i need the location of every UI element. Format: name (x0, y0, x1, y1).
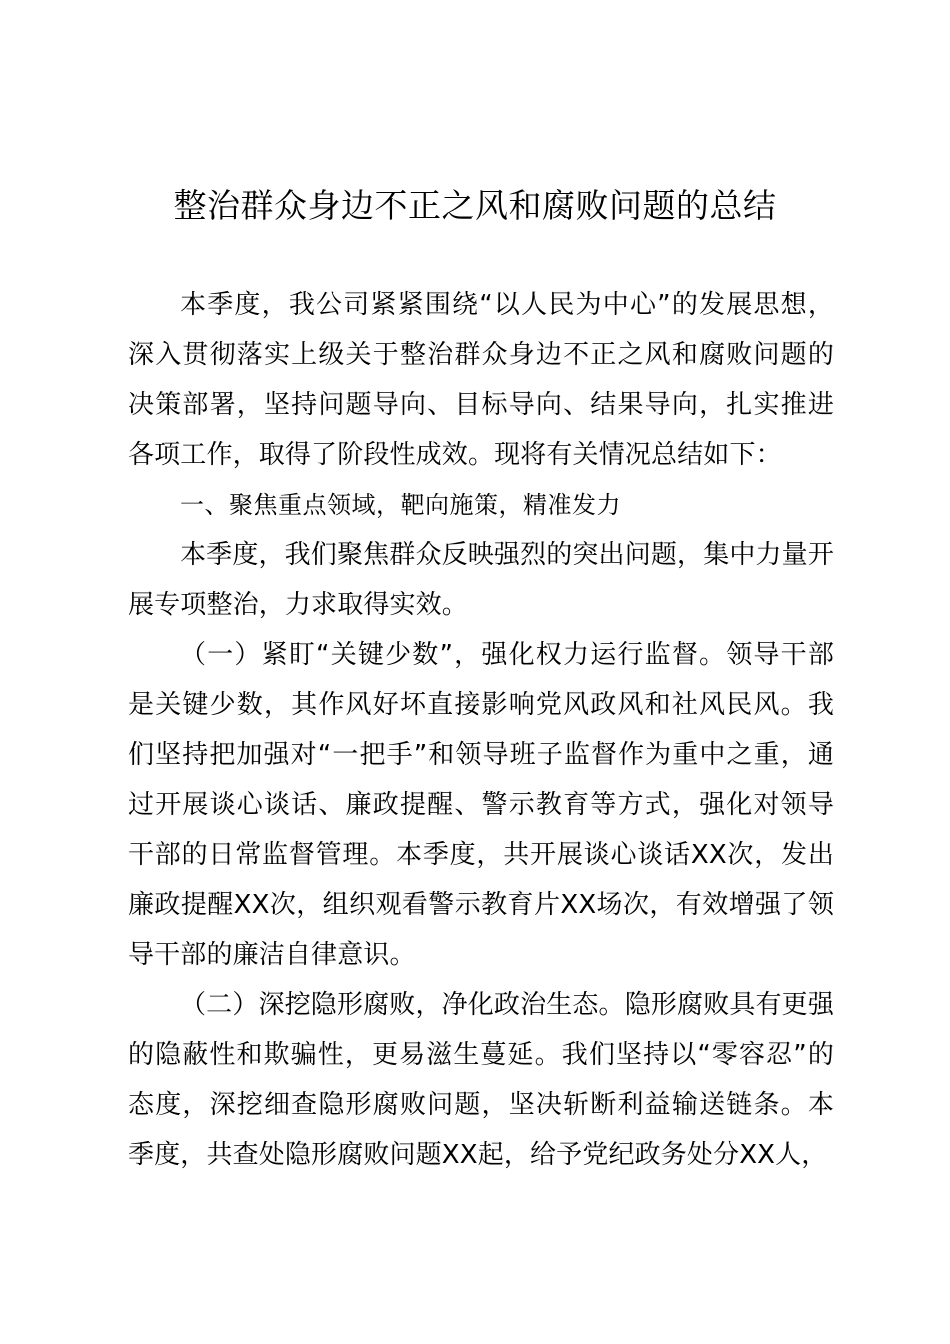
document-title: 整治群众身边不正之风和腐败问题的总结 (173, 186, 777, 225)
subsection-2-paragraph: （二）深挖隐形腐败，净化政治生态。隐形腐败具有更强的隐蔽性和欺骗性，更易滋生蔓延。我们坚持以“零容忍”的态度，深挖细查隐形腐败问题，坚决斩断利益输送链条。本季度，共查处隐形腐败问题XX起，给予党纪政务处分XX人， (128, 990, 834, 1170)
section-heading-1: 一、聚焦重点领域，靶向施策，精准发力 (180, 491, 621, 519)
subsection-1-paragraph: （一）紧盯“关键少数”，强化权力运行监督。领导干部是关键少数，其作风好坏直接影响党风政风和社风民风。我们坚持把加强对“一把手”和领导班子监督作为重中之重，通过开展谈心谈话、廉政提醒、警示教育等方式，强化对领导干部的日常监督管理。本季度，共开展谈心谈话XX次，发出廉政提醒XX次，组织观看警示教育片XX场次，有效增强了领导干部的廉洁自律意识。 (128, 640, 834, 970)
section-1-paragraph: 本季度，我们聚焦群众反映强烈的突出问题，集中力量开展专项整治，力求取得实效。 (128, 540, 834, 620)
intro-paragraph: 本季度，我公司紧紧围绕“以人民为中心”的发展思想，深入贯彻落实上级关于整治群众身边不正之风和腐败问题的决策部署，坚持问题导向、目标导向、结果导向，扎实推进各项工作，取得了阶段性成效。现将有关情况总结如下： (128, 290, 834, 470)
document-body (128, 280, 834, 1180)
